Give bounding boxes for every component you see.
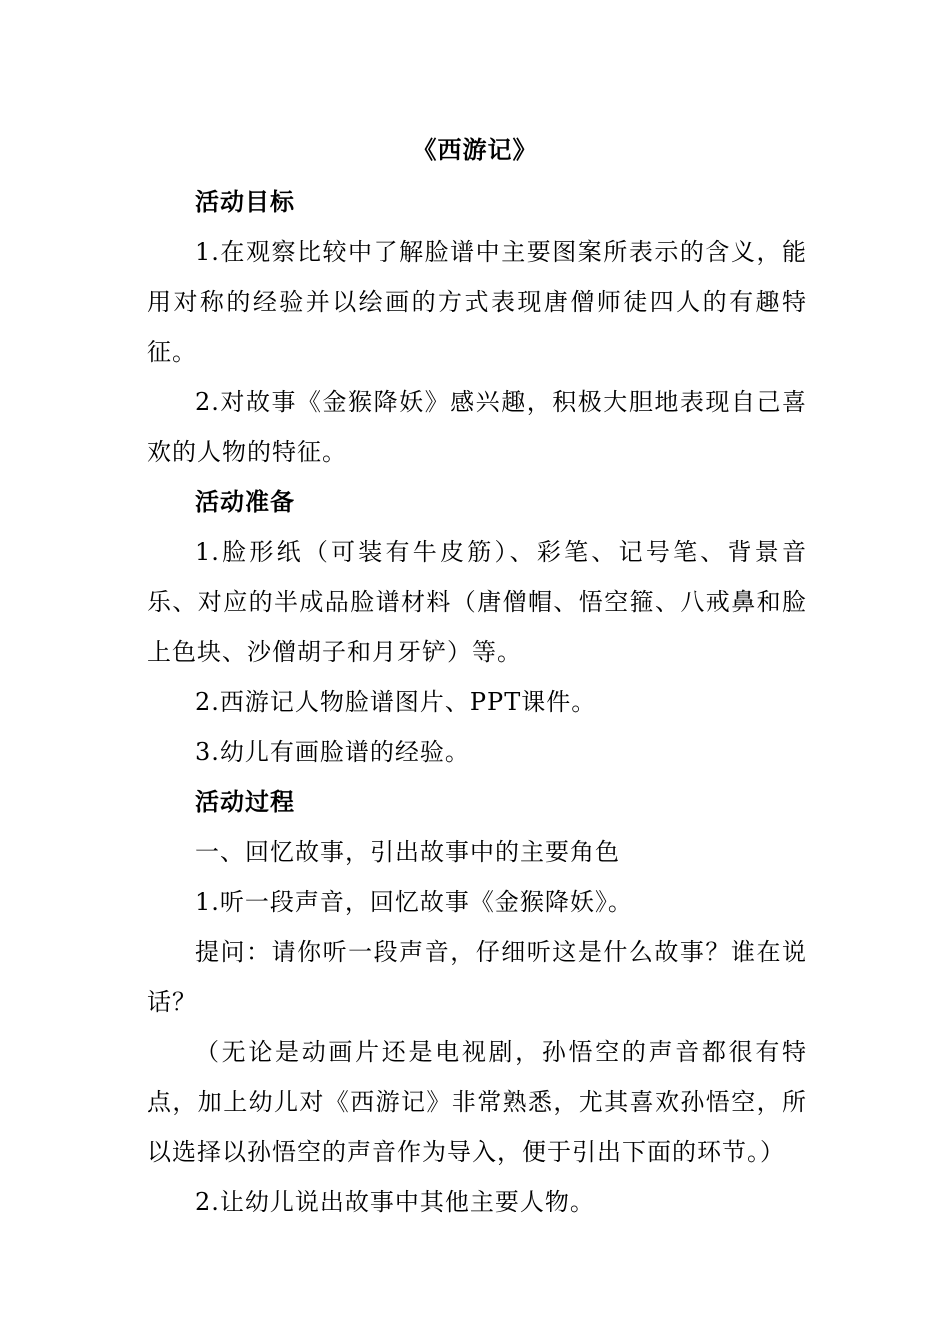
- document-title: 《西游记》: [412, 135, 538, 164]
- section-heading-prep: 活动准备: [195, 487, 295, 516]
- section-heading-process: 活动过程: [195, 787, 295, 816]
- paragraph: 2.对故事《金猴降妖》感兴趣，积极大胆地表现自己喜欢的人物的特征。: [147, 388, 807, 466]
- paragraph: 一、回忆故事，引出故事中的主要角色: [195, 838, 620, 866]
- paragraph: 1.脸形纸（可装有牛皮筋）、彩笔、记号笔、背景音乐、对应的半成品脸谱材料（唐僧帽、悟空箍、八戒鼻和脸上色块、沙僧胡子和月牙铲）等。: [147, 538, 807, 666]
- paragraph: （无论是动画片还是电视剧，孙悟空的声音都很有特点，加上幼儿对《西游记》非常熟悉，尤其喜欢孙悟空，所以选择以孙悟空的声音作为导入，便于引出下面的环节。）: [147, 1038, 807, 1166]
- paragraph: 1.听一段声音，回忆故事《金猴降妖》。: [195, 888, 633, 916]
- document-body: [147, 177, 807, 1227]
- section-heading-goals: 活动目标: [195, 187, 295, 216]
- paragraph: 提问：请你听一段声音，仔细听这是什么故事？谁在说话？: [147, 938, 807, 1016]
- paragraph: 2.让幼儿说出故事中其他主要人物。: [195, 1188, 595, 1216]
- paragraph: 1.在观察比较中了解脸谱中主要图案所表示的含义，能用对称的经验并以绘画的方式表现唐僧师徒四人的有趣特征。: [147, 238, 807, 366]
- paragraph: 2.西游记人物脸谱图片、PPT课件。: [195, 688, 597, 716]
- paragraph: 3.幼儿有画脸谱的经验。: [195, 738, 470, 766]
